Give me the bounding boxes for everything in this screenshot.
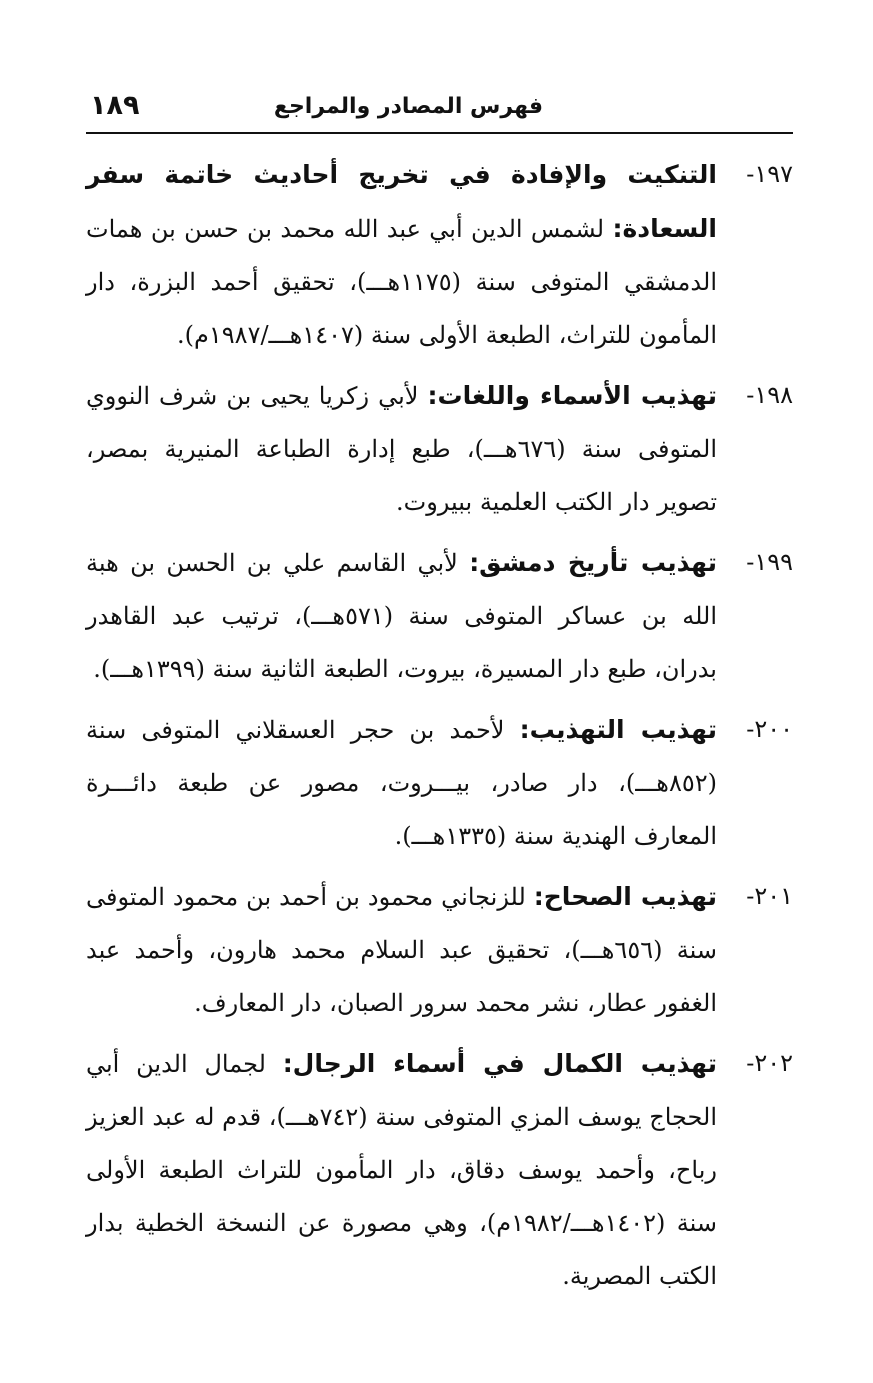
entry-number: ١٩٨- [746,381,793,409]
entry-title: تهذيب تأريخ دمشق: [469,548,717,577]
bibliography-entry [86,536,793,696]
entry-number: ٢٠٢- [746,1049,793,1077]
entry-number: ١٩٩- [746,548,793,576]
entry-title: تهذيب الأسماء واللغات: [427,381,718,410]
page-number: ١٨٩ [90,90,140,121]
bibliography-list [86,148,793,1310]
entry-title: تهذيب الكمال في أسماء الرجال: [282,1049,717,1078]
entry-body [86,703,717,863]
bibliography-entry [86,369,793,529]
entry-description: لأبي زكريا يحيى بن شرف النووي المتوفى سنة (٦٧٦هـــ)، طبع إدارة الطباعة المنيرية بمصر، تصوير دار الكتب العلمية ببيروت. [86,382,718,516]
entry-number: ٢٠١- [746,882,793,910]
bibliography-entry [86,1037,793,1303]
bibliography-entry [86,148,793,362]
entry-title: تهذيب التهذيب: [519,715,717,744]
entry-description: لجمال الدين أبي الحجاج يوسف المزي المتوفى سنة (٧٤٢هـــ)، قدم له عبد العزيز رباح، وأحمد يوسف دقاق، دار المأمون للتراث الطبعة الأولى سنة (١٤٠٢هـــ/١٩٨٢م)، وهي مصورة عن النسخة الخطية بدار الكتب المصرية. [86,1050,718,1290]
entry-body [86,870,717,1030]
running-title: فهرس المصادر والمراجع [273,94,543,119]
bibliography-entry [86,703,793,863]
entry-number: ١٩٧- [746,160,793,188]
entry-description: لأحمد بن حجر العسقلاني المتوفى سنة (٨٥٢هـــ)، دار صادر، بيـــروت، مصور عن طبعة دائـــرة المعارف الهندية سنة (١٣٣٥هـــ). [86,716,717,850]
entry-body [86,1037,717,1303]
entry-body [86,369,717,529]
entry-body [86,536,717,696]
entry-description: لشمس الدين أبي عبد الله محمد بن حسن بن همات الدمشقي المتوفى سنة (١١٧٥هـــ)، تحقيق أحمد البزرة، دار المأمون للتراث، الطبعة الأولى سنة (١٤٠٧هـــ/١٩٨٧م). [86,215,717,349]
bibliography-entry [86,870,793,1030]
entry-title: التنكيت والإفادة في تخريج أحاديث خاتمة سفر السعادة: [86,160,717,243]
entry-number: ٢٠٠- [746,715,793,743]
page-header [86,88,793,134]
entry-description: لأبي القاسم علي بن الحسن بن هبة الله بن عساكر المتوفى سنة (٥٧١هـــ)، ترتيب عبد القاهدر بدران، طبع دار المسيرة، بيروت، الطبعة الثانية سنة (١٣٩٩هـــ). [86,549,717,683]
entry-description: للزنجاني محمود بن أحمد بن محمود المتوفى سنة (٦٥٦هـــ)، تحقيق عبد السلام محمد هارون، وأحمد عبد الغفور عطار، نشر محمد سرور الصبان، دار المعارف. [86,883,717,1017]
entry-title: تهذيب الصحاح: [533,882,717,911]
entry-body [86,148,717,362]
